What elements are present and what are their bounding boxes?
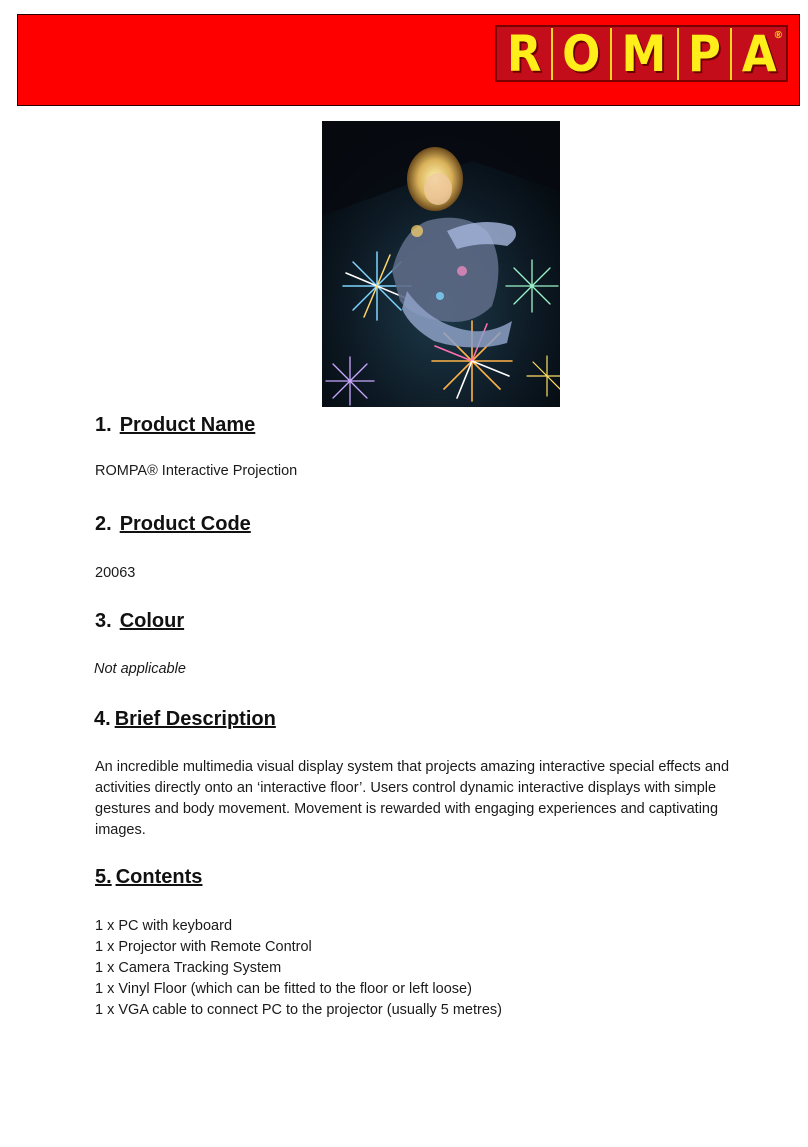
rompa-logo[interactable]	[495, 25, 788, 82]
colour-value: Not applicable	[94, 661, 186, 677]
section-heading-contents	[95, 866, 202, 889]
section-heading-colour	[95, 610, 184, 633]
section-title: Product Name	[119, 414, 256, 436]
logo-letter: P	[687, 24, 721, 83]
product-code-value: 20063	[95, 565, 136, 581]
section-heading-product-name	[95, 414, 255, 437]
list-item: 1 x VGA cable to connect PC to the projector (usually 5 metres)	[95, 1002, 502, 1018]
product-name-value: ROMPA® Interactive Projection	[95, 463, 298, 479]
registered-mark: ®	[774, 30, 782, 41]
brief-description-text: An incredible multimedia visual display system that projects amazing interactive special effects and activities directly onto an ‘interactive floor’. Users control dynamic interactive displays with simple gestures and body movement. Movement is rewarded with engaging experiences and captivating images.	[95, 759, 730, 838]
section-number: 3.	[95, 610, 112, 632]
logo-letter: M	[621, 24, 667, 83]
list-item: 1 x PC with keyboard	[95, 918, 233, 934]
section-title: Contents	[115, 866, 203, 888]
logo-letter: R	[506, 24, 542, 83]
product-photo	[322, 121, 560, 407]
section-title: Colour	[119, 610, 185, 632]
logo-divider	[610, 28, 612, 80]
section-title: Brief Description	[114, 708, 276, 730]
section-heading-brief-description	[94, 708, 276, 731]
header-banner	[17, 14, 800, 106]
section-number: 5.	[95, 866, 112, 888]
section-heading-product-code	[95, 513, 251, 536]
section-title: Product Code	[119, 513, 251, 535]
list-item: 1 x Projector with Remote Control	[95, 939, 312, 955]
contents-list	[95, 916, 502, 1021]
section-number: 1.	[95, 414, 112, 436]
section-number: 4.	[94, 708, 111, 730]
logo-divider	[677, 28, 679, 80]
logo-letter: O	[562, 24, 601, 83]
logo-letter: A	[741, 24, 777, 83]
list-item: 1 x Vinyl Floor (which can be fitted to the floor or left loose)	[95, 981, 472, 997]
logo-divider	[551, 28, 553, 80]
list-item: 1 x Camera Tracking System	[95, 960, 282, 976]
section-number: 2.	[95, 513, 112, 535]
logo-divider	[730, 28, 732, 80]
